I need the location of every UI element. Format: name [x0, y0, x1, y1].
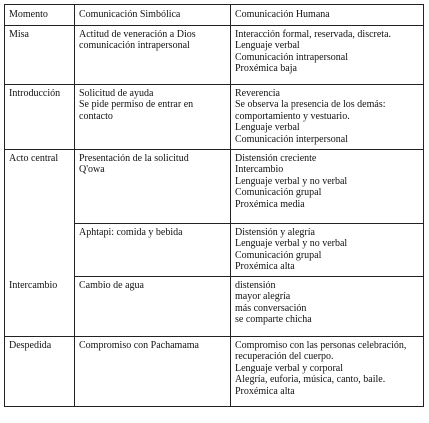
humana-line: Lenguaje verbal [235, 122, 300, 133]
humana-line: Proxémica baja [235, 63, 297, 74]
cell-simbolica-cambio-de-agua [75, 276, 231, 336]
header-comunicacion-simbolica: Comunicación Simbólica [75, 5, 231, 26]
simbolica-line: Solicitud de ayuda [79, 87, 154, 99]
humana-line: Intercambio [235, 164, 284, 175]
humana-line: Reverencia [235, 87, 280, 99]
communication-table [4, 4, 424, 407]
cell-humana-introduccion [231, 84, 424, 149]
simbolica-line: Cambio de agua [79, 279, 144, 291]
humana-line: más conversación [235, 302, 307, 314]
simbolica-line: Q'owa [79, 164, 105, 175]
humana-line: Lenguaje verbal y corporal [235, 362, 344, 374]
simbolica-line: Presentación de la solicitud [79, 152, 189, 164]
momento-acto-central-label: Acto central [9, 152, 59, 164]
humana-line: Alegría, euforia, música, canto, baile. [235, 374, 386, 385]
cell-simbolica-acto-central [75, 149, 231, 223]
cell-humana-cambio-de-agua [231, 276, 424, 336]
cell-simbolica-introduccion [75, 84, 231, 149]
humana-line: se comparte chicha [235, 314, 312, 325]
humana-line: Comunicación interpersonal [235, 133, 349, 145]
cell-humana-aphtapi [231, 223, 424, 276]
table-row-misa [5, 25, 424, 84]
humana-line: Proxémica alta [235, 261, 295, 272]
humana-line: Lenguaje verbal [235, 40, 300, 51]
humana-line: Distensión creciente [235, 152, 317, 164]
simbolica-line: comunicación intrapersonal [79, 40, 190, 51]
cell-momento-despedida: Despedida [5, 336, 75, 406]
momento-intercambio-label: Intercambio [9, 279, 58, 291]
simbolica-line: Se pide permiso de entrar en contacto [79, 99, 194, 122]
cell-simbolica-despedida [75, 336, 231, 406]
humana-line: mayor alegría [235, 291, 291, 302]
humana-line: Distensión y alegría [235, 226, 315, 238]
humana-line: Compromiso con las personas celebración, recuperación del cuerpo. [235, 339, 407, 362]
cell-momento-introduccion: Introducción [5, 84, 75, 149]
header-momento: Momento [5, 5, 75, 26]
simbolica-line: Actitud de veneración a Dios [79, 28, 196, 40]
cell-momento-misa: Misa [5, 25, 75, 84]
cell-momento-acto-central [5, 149, 75, 336]
simbolica-line: Compromiso con Pachamama [79, 339, 199, 351]
cell-humana-misa [231, 25, 424, 84]
humana-line: Interacción formal, reservada, discreta. [235, 28, 392, 40]
humana-line: Proxémica media [235, 198, 305, 210]
humana-line: Lenguaje verbal y no verbal [235, 238, 348, 249]
table-row-introduccion [5, 84, 424, 149]
humana-line: Lenguaje verbal y no verbal [235, 175, 348, 187]
table-row-despedida [5, 336, 424, 406]
humana-line: distensión [235, 279, 276, 291]
cell-humana-despedida [231, 336, 424, 406]
humana-line: Se observa la presencia de los demás: comportamiento y vestuario. [235, 99, 386, 122]
humana-line: Comunicación grupal [235, 187, 322, 198]
cell-simbolica-misa [75, 25, 231, 84]
table-header-row [5, 5, 424, 26]
header-comunicacion-humana: Comunicación Humana [231, 5, 424, 26]
humana-line: Comunicación intrapersonal [235, 51, 349, 63]
cell-simbolica-aphtapi [75, 223, 231, 276]
humana-line: Comunicación grupal [235, 249, 322, 261]
simbolica-line: Aphtapi: comida y bebida [79, 226, 183, 238]
table-row-acto-central [5, 149, 424, 223]
cell-humana-acto-central [231, 149, 424, 223]
humana-line: Proxémica alta [235, 385, 295, 397]
